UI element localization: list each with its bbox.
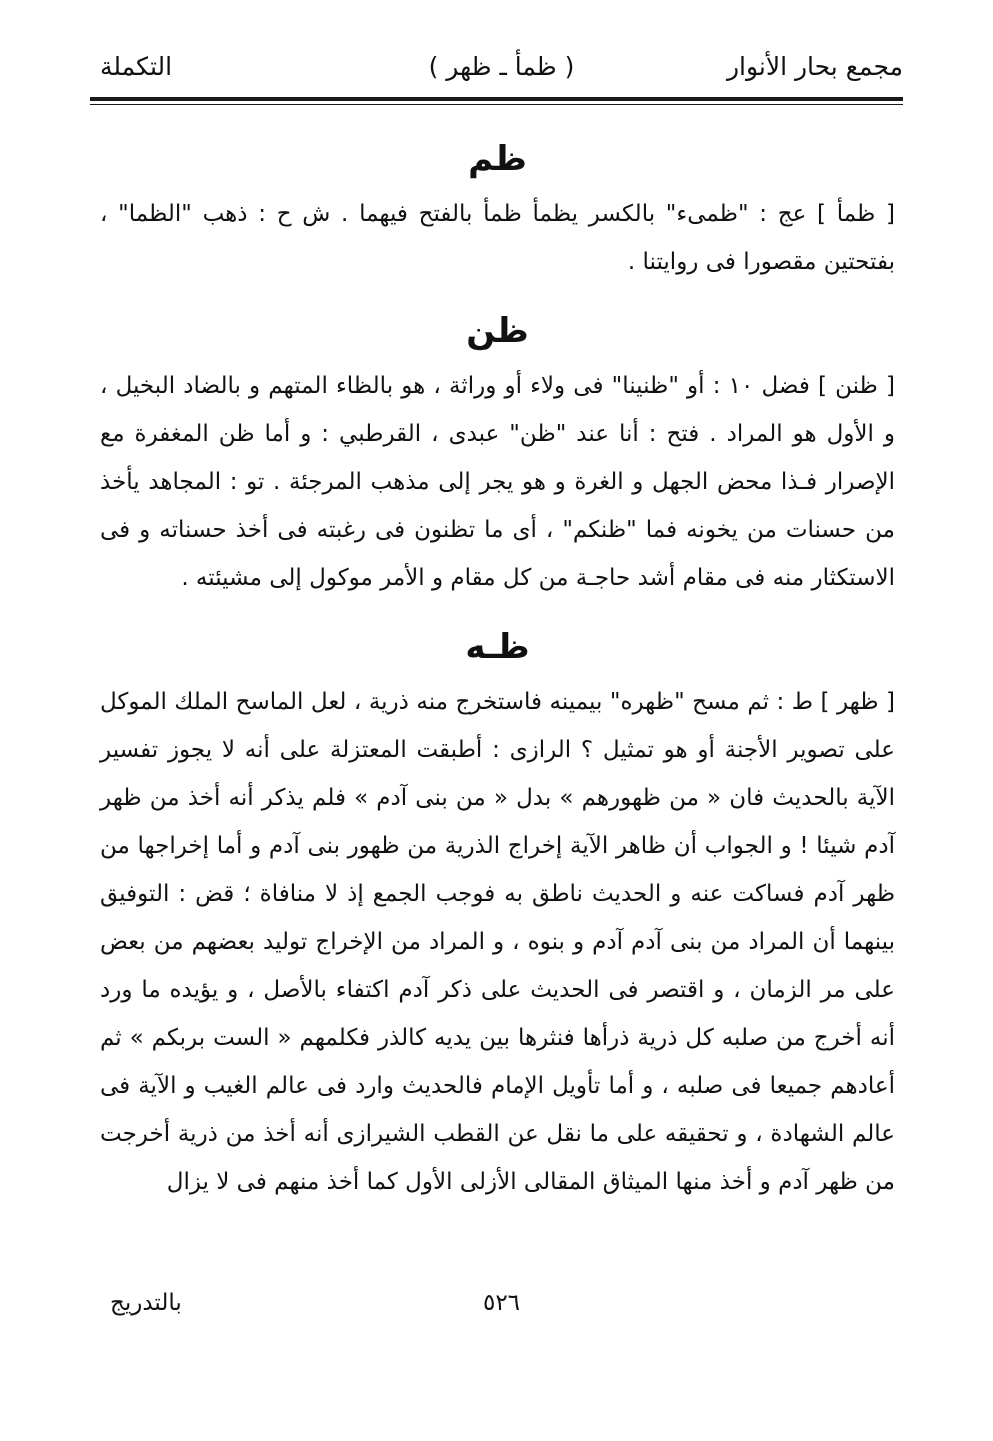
- entry-zahr: [ ظهر ] ط : ثم مسح "ظهره" بيمينه فاستخرج منه ذرية ، لعل الماسح الملك الموكل على تصوير الأجنة أو هو تمثيل ؟ الرازى : أطبقت المعتزلة على أنه لا يجوز تفسير الآية بالحديث فان « من ظهورهم » بدل « من بنى آدم » فلم يذكر أنه أخذ من ظهر آدم شيئا ! و الجواب أن ظاهر الآية إخراج الذرية من ظهور بنى آدم و أما إخراجها من ظهر آدم فساكت عنه و الحديث ناطق به فوجب الجمع إذ لا منافاة ؛ قض : التوفيق بينهما أن المراد من بنى آدم آدم و بنوه ، و المراد من الإخراج توليد بعضهم من بعض على مر الزمان ، و اقتصر فى الحديث على ذكر آدم اكتفاء بالأصل ، و يؤيده ما ورد أنه أخرج من صلبه كل ذرية ذرأها فنثرها بين يديه كالذر فكلمهم « الست بربكم » ثم أعادهم جميعا فى صلبه ، و أما تأويل الإمام فالحديث وارد فى عالم الغيب و الآية فى عالم الشهادة ، و تحقيقه على ما نقل عن القطب الشيرازى أنه أخذ من ذرية أخرجت من ظهر آدم و أخذ منها الميثاق المقالى الأزلى الأول كما أخذ منهم فى لا يزال: [100, 689, 895, 1195]
- entry-zann: [ ظنن ] فضل ١٠ : أو "ظنينا" فى ولاء أو وراثة ، هو بالظاء المتهم و بالضاد البخيل ، و الأول هو المراد . فتح : أنا عند "ظن" عبدى ، القرطبي : و أما ظن المغفرة مع الإصرار فـذا محض الجهل و الغرة و هو يجر إلى مذهب المرجئة . تو : المجاهد يأخذ من حسنات من يخونه فما "ظنكم" ، أى ما تظنون فى رغبته فى أخذ حسناته و فى الاستكثار منه فى مقام أشد حاجـة من كل مقام و الأمر موكول إلى مشيئته .: [100, 373, 895, 591]
- entry-zama: [ ظمأ ] عج : "ظمىء" بالكسر يظمأ ظمأ بالفتح فيهما . ش ح : ذهب "الظما" ، بفتحتين مقصورا فى روايتنا .: [100, 201, 895, 275]
- body-text: [100, 128, 895, 1220]
- catchword: بالتدريج: [110, 1290, 182, 1316]
- section-heading-zam: ظم: [468, 139, 527, 179]
- page-footer: [100, 1290, 903, 1330]
- header-rule-thick: [90, 97, 903, 101]
- volume-label: التكملة: [100, 52, 173, 81]
- section-heading-zan: ظن: [466, 311, 529, 351]
- section-heading-zah: ظـه: [465, 627, 530, 667]
- running-header: [100, 52, 903, 92]
- page-number: ٥٢٦: [482, 1290, 521, 1316]
- header-rule-thin: [90, 104, 903, 105]
- entry-range-label: ( ظمأ ـ ظهر ): [428, 52, 575, 81]
- book-title: مجمع بحار الأنوار: [726, 52, 903, 81]
